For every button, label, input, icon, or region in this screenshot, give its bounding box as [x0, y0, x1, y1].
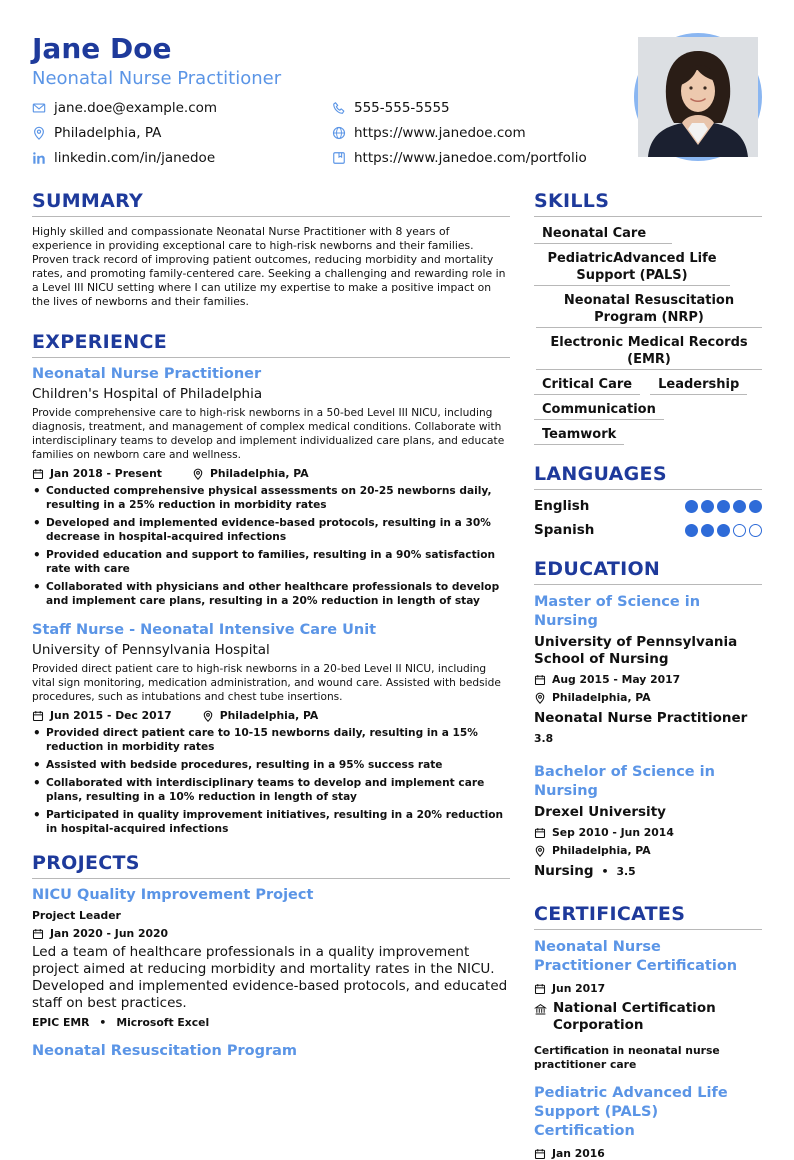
job-meta — [32, 709, 510, 722]
education-item — [534, 763, 762, 879]
tag-separator: • — [99, 1016, 107, 1029]
project-item — [32, 887, 510, 1029]
certificate-description: Certification in neonatal nurse practitioner care — [534, 1044, 720, 1071]
level-dot-empty — [733, 524, 746, 537]
linkedin-text: linkedin.com/in/janedoe — [54, 150, 216, 166]
location-pin-icon — [202, 710, 214, 722]
highlight-item: • Collaborated with physicians and other healthcare professionals to develop and implement care plans, resulting in a 20% reduction in length of stay — [32, 580, 510, 608]
job-location: Philadelphia, PA — [209, 467, 309, 480]
education-location-row — [534, 844, 762, 857]
certificate-title: Neonatal Nurse Practitioner Certification — [534, 939, 738, 974]
experience-item — [32, 622, 510, 836]
experience-heading: EXPERIENCE — [32, 331, 510, 358]
project-dates: Jan 2020 - Jun 2020 — [50, 927, 168, 940]
email-text: jane.doe@example.com — [54, 100, 218, 116]
location-text: Philadelphia, PA — [54, 125, 162, 141]
education-dates-row — [534, 826, 762, 839]
skill-tag: Electronic Medical Records (EMR) — [536, 334, 762, 370]
highlight-item: • Provided education and support to families, resulting in a 90% satisfaction rate with care — [32, 548, 510, 576]
project-meta — [32, 927, 510, 940]
separator: • — [601, 865, 609, 878]
level-dot-empty — [749, 524, 762, 537]
certificate-issuer: National Certification Corporation — [553, 1000, 716, 1033]
study-area: Neonatal Nurse Practitioner — [534, 710, 748, 726]
project-tag: EPIC EMR — [32, 1016, 90, 1029]
education-location: Philadelphia, PA — [552, 691, 651, 704]
project-title: Neonatal Resuscitation Program — [32, 1043, 298, 1059]
calendar-icon — [534, 674, 546, 686]
phone-text: 555-555-5555 — [354, 100, 450, 116]
certificate-item — [534, 938, 762, 1072]
job-highlights — [32, 484, 510, 608]
highlight-item: • Conducted comprehensive physical assessments on 20-25 newborns daily, resulting in a 25% reduction in morbidity rates — [32, 484, 510, 512]
language-level-dots — [685, 500, 762, 513]
candidate-name: Jane Doe — [32, 32, 172, 65]
certificate-title: Pediatric Advanced Life Support (PALS) Certification — [534, 1085, 728, 1139]
contact-website[interactable] — [332, 125, 526, 141]
education-item — [534, 593, 762, 745]
languages-heading: LANGUAGES — [534, 463, 762, 490]
calendar-icon — [534, 827, 546, 839]
school-name: Drexel University — [534, 804, 666, 820]
experience-item — [32, 366, 510, 608]
right-column — [534, 190, 762, 1160]
level-dot-filled — [701, 500, 714, 513]
location-pin-icon — [534, 845, 546, 857]
level-dot-filled — [717, 500, 730, 513]
skills-list — [534, 225, 762, 445]
portfolio-text: https://www.janedoe.com/portfolio — [354, 150, 587, 166]
level-dot-filled — [685, 524, 698, 537]
language-item — [534, 522, 762, 538]
highlight-item: • Participated in quality improvement initiatives, resulting in a 20% reduction in hospital-acquired infections — [32, 808, 510, 836]
certificate-date: Jun 2017 — [552, 982, 606, 995]
level-dot-filled — [733, 500, 746, 513]
skill-tag: Communication — [534, 401, 664, 420]
project-role: Project Leader — [32, 909, 121, 922]
language-name: English — [534, 498, 590, 514]
level-dot-filled — [685, 500, 698, 513]
project-title: NICU Quality Improvement Project — [32, 887, 314, 903]
level-dot-filled — [717, 524, 730, 537]
education-dates-row — [534, 673, 762, 686]
skill-tag: Critical Care — [534, 376, 640, 395]
project-item — [32, 1043, 510, 1059]
certificate-date-row — [534, 1147, 762, 1160]
website-text: https://www.janedoe.com — [354, 125, 526, 141]
portfolio-icon — [332, 151, 346, 165]
mail-icon — [32, 101, 46, 115]
globe-icon — [332, 126, 346, 140]
degree-title: Master of Science in Nursing — [534, 594, 701, 629]
education-location-row — [534, 691, 762, 704]
linkedin-icon — [32, 151, 46, 165]
project-tags — [32, 1016, 510, 1029]
skill-tag: Neonatal Care — [534, 225, 672, 244]
language-name: Spanish — [534, 522, 595, 538]
job-description: Provide comprehensive care to high-risk newborns in a 50-bed Level III NICU, including diagnosis, treatment, and management of complex medical conditions. Collaborate with interdisciplinary teams to develop and implement individualized care plans, and educate families on newborn care and wellness. — [32, 407, 505, 461]
candidate-title: Neonatal Nurse Practitioner — [32, 68, 282, 89]
summary-text: Highly skilled and compassionate Neonatal Nurse Practitioner with 8 years of experience in providing exceptional care to high-risk newborns and their families. Proven track record of improving patient outcomes, reducing morbidity and mortality rates, and promoting family-centered care. Seeking a challenging and rewarding role in a Level III NICU setting where I can utilize my expertise to make a positive impact on the lives of newborns and their families. — [32, 225, 506, 308]
contact-portfolio[interactable] — [332, 150, 587, 166]
gpa: 3.5 — [616, 865, 636, 878]
contact-location — [32, 125, 161, 141]
job-dates: Jun 2015 - Dec 2017 — [50, 709, 172, 722]
certificate-item — [534, 1084, 762, 1160]
job-title: Neonatal Nurse Practitioner — [32, 366, 262, 382]
job-description: Provided direct patient care to high-risk newborns in a 20-bed Level II NICU, including vital sign monitoring, medication administration, and wound care. Assisted with bedside procedures, such as intubations and chest tube insertions. — [32, 663, 501, 703]
calendar-icon — [534, 1148, 546, 1160]
profile-photo — [634, 33, 762, 161]
job-dates: Jan 2018 - Present — [50, 467, 162, 480]
level-dot-filled — [749, 500, 762, 513]
skill-tag: Teamwork — [534, 426, 624, 445]
language-item — [534, 498, 762, 514]
highlight-item: • Provided direct patient care to 10-15 newborns daily, resulting in a 15% reduction in morbidity rates — [32, 726, 510, 754]
location-pin-icon — [32, 126, 46, 140]
calendar-icon — [534, 983, 546, 995]
skill-tag: Leadership — [650, 376, 747, 395]
contact-email[interactable] — [32, 100, 217, 116]
calendar-icon — [32, 710, 44, 722]
education-heading: EDUCATION — [534, 558, 762, 585]
institution-icon — [534, 1003, 547, 1016]
projects-heading: PROJECTS — [32, 852, 510, 879]
certificate-date: Jan 2016 — [552, 1147, 605, 1160]
study-area: Nursing — [534, 863, 594, 879]
education-location: Philadelphia, PA — [552, 844, 651, 857]
left-column — [32, 190, 510, 1059]
gpa: 3.8 — [534, 732, 554, 745]
highlight-item: • Assisted with bedside procedures, resulting in a 95% success rate — [32, 758, 510, 772]
skills-heading: SKILLS — [534, 190, 762, 217]
calendar-icon — [32, 928, 44, 940]
job-location: Philadelphia, PA — [219, 709, 319, 722]
job-title: Staff Nurse - Neonatal Intensive Care Unit — [32, 622, 377, 638]
language-level-dots — [685, 524, 762, 537]
profile-portrait-image — [638, 37, 758, 157]
summary-heading: SUMMARY — [32, 190, 510, 217]
study-area-row — [534, 863, 762, 879]
school-name: University of Pennsylvania School of Nursing — [534, 634, 738, 667]
job-highlights — [32, 726, 510, 836]
job-company: University of Pennsylvania Hospital — [32, 642, 270, 658]
location-pin-icon — [534, 692, 546, 704]
project-tag: Microsoft Excel — [116, 1016, 210, 1029]
certificate-date-row — [534, 982, 762, 995]
job-company: Children's Hospital of Philadelphia — [32, 386, 263, 402]
contact-phone[interactable] — [332, 100, 450, 116]
highlight-item: • Collaborated with interdisciplinary teams to develop and implement care plans, resulting in a 10% reduction in length of stay — [32, 776, 510, 804]
education-dates: Sep 2010 - Jun 2014 — [552, 826, 674, 839]
certificates-heading: CERTIFICATES — [534, 903, 762, 930]
job-meta — [32, 467, 510, 480]
education-dates: Aug 2015 - May 2017 — [552, 673, 681, 686]
location-pin-icon — [192, 468, 204, 480]
project-description: Led a team of healthcare professionals in a quality improvement project aimed at reducing morbidity and mortality rates in the NICU. Developed and implemented evidence-based protocols, and educated staff on best practices. — [32, 944, 508, 1011]
calendar-icon — [32, 468, 44, 480]
skill-tag: Neonatal Resuscitation Program (NRP) — [536, 292, 762, 328]
highlight-item: • Developed and implemented evidence-based protocols, resulting in a 30% decrease in hospital-acquired infections — [32, 516, 510, 544]
certificate-issuer-row — [534, 1000, 762, 1034]
contact-linkedin[interactable] — [32, 150, 215, 166]
degree-title: Bachelor of Science in Nursing — [534, 764, 715, 799]
level-dot-filled — [701, 524, 714, 537]
phone-icon — [332, 101, 346, 115]
skill-tag: PediatricAdvanced Life Support (PALS) — [534, 250, 730, 286]
